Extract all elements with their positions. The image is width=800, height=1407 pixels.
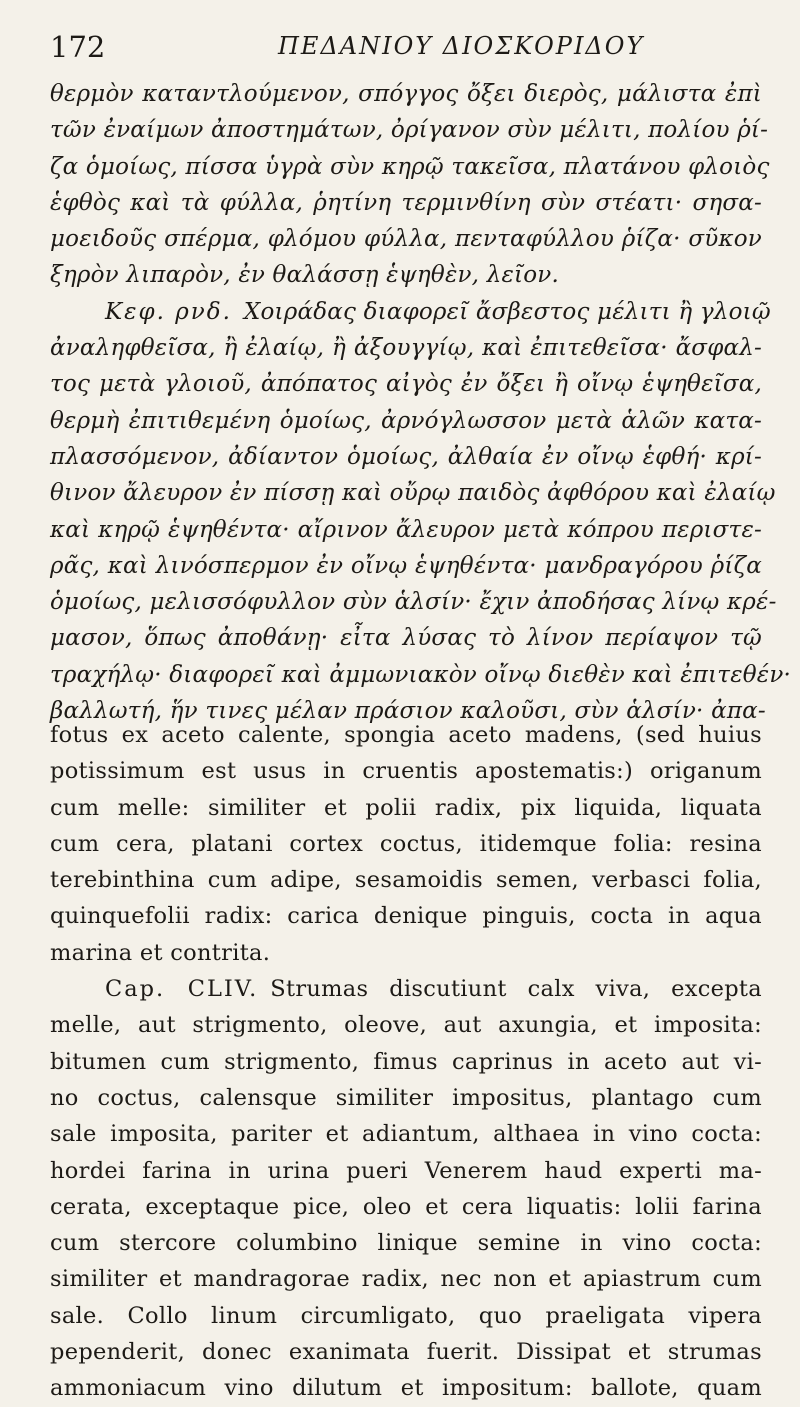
latin-chapter-heading-line [50,971,762,1007]
greek-line: θινον ἄλευρον ἐν πίσσῃ καὶ οὔρῳ παιδὸς ἀφθόρου καὶ ἐλαίῳ [50,480,776,507]
latin-line: fotus ex aceto calente, spongia aceto madens, (sed huius [50,722,762,748]
page-header [50,30,750,70]
running-title: ΠΕΔΑΝΙΟΥ ΔΙΟΣΚΟΡΙΔΟΥ [278,32,645,60]
latin-line: melle, aut strigmento, oleove, aut axungia, et imposita: [50,1012,762,1039]
greek-line: βαλλωτή, ἥν τινες μέλαν πράσιον καλοῦσι, σὺν ἁλσίν· ἀπα- [50,698,766,725]
page-number: 172 [50,30,106,64]
greek-line: ὁμοίως, μελισσόφυλλον σὺν ἁλσίν· ἔχιν ἀποδήσας λίνῳ κρέ- [50,589,777,616]
latin-line: sale. Collo linum circumligato, quo praeligata vipera [50,1302,762,1329]
greek-line: μασον, ὅπως ἀποθάνῃ· εἶτα λύσας τὸ λίνον περίαψον τῷ [50,625,762,652]
latin-line: Strumas discutiunt calx viva, excepta [270,976,762,1003]
greek-line: ρᾶς, καὶ λινόσπερμον ἐν οἴνῳ ἑψηθέντα· μανδραγόρου ῥίζα [50,552,762,579]
latin-line: similiter et mandragorae radix, nec non et apiastrum cum [50,1266,762,1293]
greek-line: ξηρὸν λιπαρὸν, ἐν θαλάσσῃ ἑψηθὲν, λεῖον. [50,262,559,289]
greek-line: θερμὸν καταντλούμενον, σπόγγος ὄξει διερὸς, μάλιστα ἐπὶ [50,81,762,107]
greek-line: ζα ὁμοίως, πίσσα ὑγρὰ σὺν κηρῷ τακεῖσα, πλατάνου φλοιὸς [50,153,770,180]
greek-line: ἀναληφθεῖσα, ἢ ἐλαίῳ, ἢ ἀξουγγίῳ, καὶ ἐπιτεθεῖσα· ἄσφαλ- [50,335,762,362]
greek-line: μοειδοῦς σπέρμα, φλόμου φύλλα, πενταφύλλου ῥίζα· σῦκον [50,226,762,253]
latin-line: ammoniacum vino dilutum et impositum: ballote, quam [50,1375,762,1402]
greek-text-block [50,76,792,729]
greek-chapter-label: Κεφ. ρνδ. [105,298,232,325]
latin-line: potissimum est usus in cruentis apostematis:) origanum [50,758,762,785]
greek-line: καὶ κηρῷ ἑψηθέντα· αἴρινον ἄλευρον μετὰ κόπρου περιστε- [50,516,762,543]
latin-line: no coctus, calensque similiter impositus, plantago cum [50,1084,762,1111]
greek-line: θερμὴ ἐπιτιθεμένη ὁμοίως, ἀρνόγλωσσον μετὰ ἁλῶν κατα- [50,407,762,434]
latin-line: sale imposita, pariter et adiantum, althaea in vino cocta: [50,1121,762,1148]
latin-line: cum cera, platani cortex coctus, itidemque folia: resina [50,830,762,857]
latin-line: marina et contrita. [50,939,271,966]
latin-line: pependerit, donec exanimata fuerit. Dissipat et strumas [50,1339,762,1366]
latin-line: cum stercore columbino linique semine in vino cocta: [50,1230,762,1257]
greek-line: τῶν ἐναίμων ἀποστημάτων, ὀρίγανον σὺν μέλιτι, πολίου ῥί- [50,117,769,144]
greek-line: ἑφθὸς καὶ τὰ φύλλα, ῥητίνη τερμινθίνη σὺν στέατι· σησα- [50,189,762,216]
greek-chapter-heading-line [50,294,771,330]
latin-chapter-label: Cap. CLIV. [105,976,259,1003]
greek-line: πλασσόμενον, ἀδίαντον ὁμοίως, ἀλθαία ἐν οἴνῳ ἑφθή· κρί- [50,443,762,470]
greek-line: τος μετὰ γλοιοῦ, ἀπόπατος αἰγὸς ἐν ὄξει ἢ οἴνῳ ἑψηθεῖσα, [50,371,762,398]
latin-text-block [50,717,762,1407]
latin-line: quinquefolii radix: carica denique pinguis, cocta in aqua [50,903,762,930]
latin-line: terebinthina cum adipe, sesamoidis semen, verbasci folia, [50,867,762,894]
latin-line: bitumen cum strigmento, fimus caprinus in aceto aut vi- [50,1048,762,1075]
latin-line: hordei farina in urina pueri Venerem haud experti ma- [50,1157,762,1184]
greek-line: Χοιράδας διαφορεῖ ἄσβεστος μέλιτι ἢ γλοιῷ [243,298,771,325]
latin-line: cerata, exceptaque pice, oleo et cera liquatis: lolii farina [50,1193,762,1220]
greek-line: τραχήλῳ· διαφορεῖ καὶ ἀμμωνιακὸν οἴνῳ διεθὲν καὶ ἐπιτεθέν· [50,661,792,688]
latin-line: cum melle: similiter et polii radix, pix liquida, liquata [50,794,762,821]
